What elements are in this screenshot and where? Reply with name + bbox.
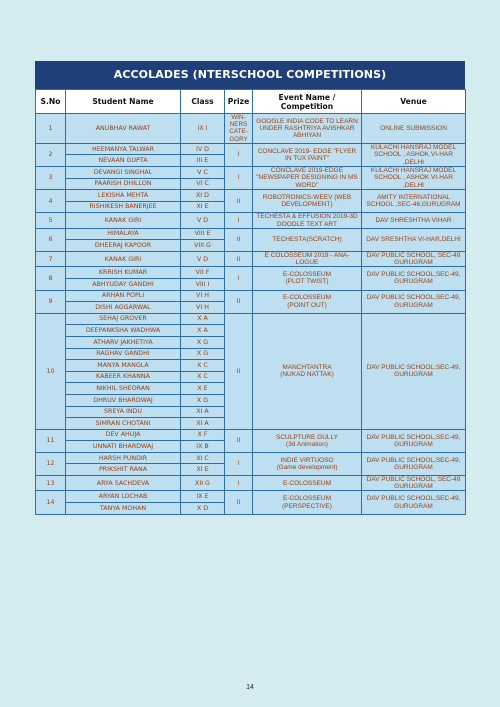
- student-name-cell: SIMRAN CHOTANI: [66, 418, 181, 430]
- class-cell: X A: [181, 325, 225, 337]
- venue-cell: DAV PUBLIC SCHOOL, SEC-49 GURUGRAM: [362, 476, 466, 491]
- event-cell: CONCLAVE 2019- EDGE "FLYER IN TUX PAINT": [253, 143, 362, 166]
- accolades-table: [35, 89, 466, 515]
- class-cell: IX I: [181, 114, 225, 144]
- student-name-cell: LEKISHA MEHTA: [66, 190, 181, 202]
- student-name-cell: HIMALAYA: [66, 228, 181, 240]
- class-cell: XI E: [181, 201, 225, 213]
- class-cell: X C: [181, 360, 225, 372]
- venue-cell: KULACHI HANSRAJ MODEL SCHOOL , ASHOK VI-HAR ,DELHI: [362, 143, 466, 166]
- class-cell: XI A: [181, 406, 225, 418]
- serial-number-cell: 12: [36, 452, 66, 475]
- event-cell: INDIE VIRTUOSO (Game development): [253, 452, 362, 475]
- student-name-cell: UNNATI BHARDWAJ: [66, 441, 181, 453]
- student-name-cell: DHEERAJ KAPOOR: [66, 240, 181, 252]
- student-name-cell: TANYA MOHAN: [66, 503, 181, 515]
- header-class: Class: [181, 90, 225, 114]
- student-name-cell: RAGHAV GANDHI: [66, 348, 181, 360]
- page-number: 14: [246, 684, 254, 691]
- serial-number-cell: 11: [36, 429, 66, 452]
- student-name-cell: ABHYUDAY GANDHI: [66, 278, 181, 290]
- header-sno: S.No: [36, 90, 66, 114]
- table-body: [36, 114, 466, 515]
- class-cell: XII G: [181, 476, 225, 491]
- class-cell: VII F: [181, 267, 225, 279]
- event-cell: E COLOSSEUM 2019 - ANA-LOGUE: [253, 251, 362, 266]
- student-name-cell: MANYA MANGLA: [66, 360, 181, 372]
- class-cell: X E: [181, 383, 225, 395]
- prize-cell: II: [225, 290, 253, 313]
- venue-cell: DAV SHRESHTHA VIHAR: [362, 213, 466, 228]
- event-cell: E-COLOSSEUM (PLOT TWIST): [253, 267, 362, 290]
- student-name-cell: ARYA SACHDEVA: [66, 476, 181, 491]
- header-row: [36, 90, 466, 114]
- class-cell: V C: [181, 167, 225, 179]
- student-name-cell: PRIKSHIT RANA: [66, 464, 181, 476]
- serial-number-cell: 3: [36, 167, 66, 190]
- prize-cell: I: [225, 143, 253, 166]
- student-name-cell: DEEPANKSHA WADHWA: [66, 325, 181, 337]
- venue-cell: ONLINE SUBMISSION: [362, 114, 466, 144]
- student-name-cell: KANAK GIRI: [66, 251, 181, 266]
- prize-cell: I: [225, 452, 253, 475]
- serial-number-cell: 10: [36, 313, 66, 429]
- student-name-cell: KABEER KHANNA: [66, 371, 181, 383]
- prize-cell: I: [225, 167, 253, 190]
- prize-cell: II: [225, 429, 253, 452]
- accolades-panel: [35, 61, 465, 515]
- table-row: [36, 167, 466, 179]
- event-cell: CONCLAVE 2019-EDGE "NEWSPAPER DESIGNING IN MS WORD": [253, 167, 362, 190]
- serial-number-cell: 6: [36, 228, 66, 251]
- prize-cell: II: [225, 491, 253, 514]
- venue-cell: DAV PUBLIC SCHOOL, SEC-49 GURUGRAM: [362, 251, 466, 266]
- class-cell: XI E: [181, 464, 225, 476]
- class-cell: VIII E: [181, 228, 225, 240]
- header-venue: Venue: [362, 90, 466, 114]
- table-row: [36, 143, 466, 155]
- class-cell: XI A: [181, 418, 225, 430]
- prize-cell: I: [225, 267, 253, 290]
- serial-number-cell: 1: [36, 114, 66, 144]
- event-cell: ROBOTRONICS-WEEV (WEB DEVELOPMENT): [253, 190, 362, 213]
- class-cell: III E: [181, 155, 225, 167]
- student-name-cell: HARSH PUNDIR: [66, 452, 181, 464]
- venue-cell: DAV PUBLIC SCHOOL,SEC-49, GURUGRAM: [362, 267, 466, 290]
- student-name-cell: DHRUV BHARDWAJ: [66, 394, 181, 406]
- venue-cell: KULACHI HANSRAJ MODEL SCHOOL , ASHOK VI-HAR ,DELHI: [362, 167, 466, 190]
- class-cell: V D: [181, 213, 225, 228]
- class-cell: XI D: [181, 190, 225, 202]
- prize-cell: I: [225, 213, 253, 228]
- class-cell: VI H: [181, 302, 225, 314]
- serial-number-cell: 2: [36, 143, 66, 166]
- student-name-cell: DISHI AGGARWAL: [66, 302, 181, 314]
- serial-number-cell: 4: [36, 190, 66, 213]
- student-name-cell: ANUBHAV RAWAT: [66, 114, 181, 144]
- prize-cell: II: [225, 228, 253, 251]
- event-cell: E-COLOSSEUM: [253, 476, 362, 491]
- table-row: [36, 190, 466, 202]
- class-cell: VIII I: [181, 278, 225, 290]
- class-cell: IX E: [181, 491, 225, 503]
- venue-cell: DAV PUBLIC SCHOOL,SEC-49, GURUGRAM: [362, 429, 466, 452]
- class-cell: X G: [181, 336, 225, 348]
- table-row: [36, 267, 466, 279]
- class-cell: X F: [181, 429, 225, 441]
- table-row: [36, 429, 466, 441]
- venue-cell: DAV PUBLIC SCHOOL,SEC-49, GURUGRAM: [362, 290, 466, 313]
- student-name-cell: SREYA INDU: [66, 406, 181, 418]
- prize-cell: II: [225, 313, 253, 429]
- header-prize: Prize: [225, 90, 253, 114]
- venue-cell: DAV PUBLIC SCHOOL,SEC-49, GURUGRAM: [362, 313, 466, 429]
- event-cell: TECHESTA & EFFUSION 2019-3D DOODLE TEXT ART: [253, 213, 362, 228]
- serial-number-cell: 5: [36, 213, 66, 228]
- prize-cell: II: [225, 251, 253, 266]
- class-cell: V D: [181, 251, 225, 266]
- venue-cell: DAV PUBLIC SCHOOL,SEC-49, GURUGRAM: [362, 491, 466, 514]
- student-name-cell: ATHARV JAKHETIYA: [66, 336, 181, 348]
- prize-cell: I: [225, 476, 253, 491]
- serial-number-cell: 14: [36, 491, 66, 514]
- class-cell: X D: [181, 503, 225, 515]
- event-cell: TECHESTA(SCRATCH): [253, 228, 362, 251]
- table-row: [36, 114, 466, 144]
- serial-number-cell: 13: [36, 476, 66, 491]
- prize-cell: WIN-NERS CATE-GORY: [225, 114, 253, 144]
- student-name-cell: NIKHIL SHEORAN: [66, 383, 181, 395]
- student-name-cell: DEV AHUJA: [66, 429, 181, 441]
- student-name-cell: NEVAAN GUPTA: [66, 155, 181, 167]
- venue-cell: DAV SRESHTHA VI-HAR,DELHI: [362, 228, 466, 251]
- venue-cell: DAV PUBLIC SCHOOL,SEC-49, GURUGRAM: [362, 452, 466, 475]
- event-cell: SCULPTURE GULLY (3d Animation): [253, 429, 362, 452]
- event-cell: GOOGLE INDIA CODE TO LEARN UNDER RASHTRIYA AVISHKAR ABHIYAN: [253, 114, 362, 144]
- class-cell: VIII G: [181, 240, 225, 252]
- prize-cell: II: [225, 190, 253, 213]
- class-cell: X G: [181, 348, 225, 360]
- table-title: ACCOLADES (NTERSCHOOL COMPETITIONS): [35, 61, 465, 89]
- class-cell: X G: [181, 394, 225, 406]
- event-cell: MANCHTANTRA (NUKAD NATTAK): [253, 313, 362, 429]
- class-cell: X C: [181, 371, 225, 383]
- student-name-cell: SEHAJ GROVER: [66, 313, 181, 325]
- student-name-cell: KANAK GIRI: [66, 213, 181, 228]
- serial-number-cell: 7: [36, 251, 66, 266]
- class-cell: X A: [181, 313, 225, 325]
- header-event: Event Name / Competition: [253, 90, 362, 114]
- table-row: [36, 213, 466, 228]
- student-name-cell: ARHAN POPLI: [66, 290, 181, 302]
- student-name-cell: HEEMANYA TALWAR: [66, 143, 181, 155]
- table-row: [36, 290, 466, 302]
- student-name-cell: DEVANGI SINGHAL: [66, 167, 181, 179]
- table-row: [36, 491, 466, 503]
- class-cell: IV D: [181, 143, 225, 155]
- student-name-cell: ARYAN LOCHAB: [66, 491, 181, 503]
- student-name-cell: KRRISH KUMAR: [66, 267, 181, 279]
- class-cell: VI C: [181, 178, 225, 190]
- event-cell: E-COLOSSEUM (POINT OUT): [253, 290, 362, 313]
- table-row: [36, 313, 466, 325]
- serial-number-cell: 9: [36, 290, 66, 313]
- table-row: [36, 251, 466, 266]
- venue-cell: AMITY INTERNATIONAL SCHOOL ,SEC-46,GURUGRAM: [362, 190, 466, 213]
- event-cell: E-COLOSSEUM (PERSPECTIVE): [253, 491, 362, 514]
- class-cell: IX B: [181, 441, 225, 453]
- class-cell: VI H: [181, 290, 225, 302]
- table-row: [36, 228, 466, 240]
- table-row: [36, 476, 466, 491]
- header-student-name: Student Name: [66, 90, 181, 114]
- class-cell: XI C: [181, 452, 225, 464]
- table-row: [36, 452, 466, 464]
- student-name-cell: PAARISH DHILLON: [66, 178, 181, 190]
- student-name-cell: RISHIKESH BANERJEE: [66, 201, 181, 213]
- serial-number-cell: 8: [36, 267, 66, 290]
